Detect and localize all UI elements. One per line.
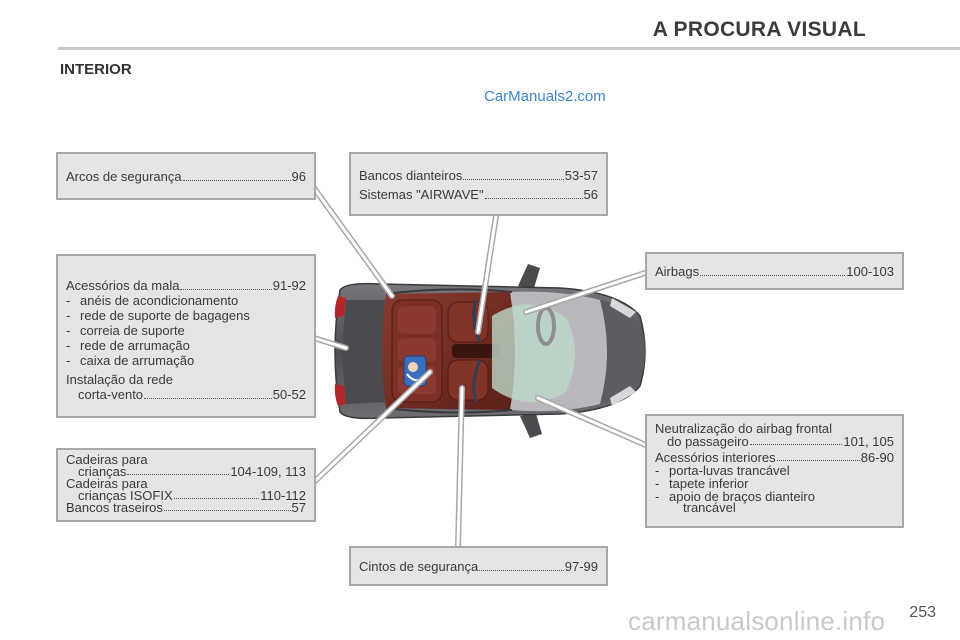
pages-do-passageiro: 101, 105	[843, 434, 894, 449]
list-item: - rede de arrumação	[66, 338, 190, 353]
watermark-bottom: carmanualsonline.info	[628, 606, 886, 636]
pages-cintos: 97-99	[564, 559, 598, 574]
pages-sistemas-airwave: 56	[583, 187, 598, 202]
row-bancos-dianteiros[interactable]	[359, 168, 598, 183]
dot-leader	[485, 198, 583, 199]
label-instalacao-rede: Instalação da rede	[66, 372, 173, 387]
list-item: - caixa de arrumação	[66, 353, 195, 368]
row-arcos[interactable]	[66, 169, 306, 184]
dot-leader	[750, 444, 843, 445]
pages-arcos: 96	[291, 169, 306, 184]
pages-bancos-traseiros: 57	[291, 500, 306, 515]
list-item: - apoio de braços dianteiro	[655, 489, 815, 504]
pages-criancas: 104-109, 113	[230, 464, 306, 479]
dot-leader	[479, 570, 564, 571]
watermark-top[interactable]: CarManuals2.com	[484, 88, 606, 105]
row-cintos[interactable]	[359, 559, 598, 574]
pages-isofix: 110-112	[260, 488, 306, 503]
page-header-title: A PROCURA VISUAL	[652, 18, 866, 41]
list-item: - porta-luvas trancável	[655, 463, 790, 478]
box-airbags	[645, 252, 904, 290]
label-arcos: Arcos de segurança	[66, 169, 182, 184]
row-corta-vento[interactable]	[66, 387, 306, 402]
label-cadeiras-1: Cadeiras para	[66, 452, 148, 467]
dot-leader	[164, 510, 291, 511]
dot-leader	[463, 179, 563, 180]
list-item-continuation: trancável	[683, 500, 736, 515]
label-cintos: Cintos de segurança	[359, 559, 479, 574]
pages-acessorios-mala: 91-92	[272, 278, 306, 293]
label-bancos-dianteiros: Bancos dianteiros	[359, 168, 463, 183]
label-neutralizacao: Neutralização do airbag frontal	[655, 421, 833, 436]
box-cintos-seguranca	[349, 546, 608, 586]
row-sistemas-airwave[interactable]	[359, 187, 598, 202]
pages-corta-vento: 50-52	[272, 387, 306, 402]
row-airbags[interactable]	[655, 264, 894, 279]
box-arcos-seguranca	[56, 152, 316, 200]
label-acessorios-mala: Acessórios da mala	[66, 278, 180, 293]
pages-acessorios-interiores: 86-90	[860, 450, 894, 465]
right-mirror	[520, 414, 542, 438]
list-item: - tapete inferior	[655, 476, 749, 491]
pages-bancos-dianteiros: 53-57	[564, 168, 598, 183]
box-acessorios-mala	[56, 254, 316, 418]
dot-leader	[180, 289, 271, 290]
box-neutralizacao-airbag	[645, 414, 904, 528]
label-sistemas-airwave: Sistemas "AIRWAVE"	[359, 187, 484, 202]
box-cadeiras-criancas	[56, 448, 316, 522]
list-item: - anéis de acondicionamento	[66, 293, 239, 308]
label-do-passageiro: do passageiro	[667, 434, 749, 449]
pages-airbags: 100-103	[846, 264, 894, 279]
label-acessorios-interiores: Acessórios interiores	[655, 450, 776, 465]
dot-leader	[777, 460, 860, 461]
label-bancos-traseiros: Bancos traseiros	[66, 500, 163, 515]
dot-leader	[183, 180, 291, 181]
label-corta-vento: corta-vento	[78, 387, 144, 402]
label-airbags: Airbags	[655, 264, 700, 279]
row-acessorios-mala[interactable]	[66, 278, 306, 293]
dot-leader	[700, 275, 845, 276]
section-title: INTERIOR	[60, 61, 132, 78]
row-do-passageiro[interactable]	[655, 435, 894, 448]
dot-leader	[127, 474, 229, 475]
row-bancos-traseiros[interactable]	[66, 502, 306, 514]
box-bancos-dianteiros	[349, 152, 608, 216]
dot-leader	[174, 498, 260, 499]
label-criancas-isofix: crianças ISOFIX	[78, 488, 173, 503]
dot-leader	[144, 398, 272, 399]
label-criancas: crianças	[78, 464, 127, 479]
label-cadeiras-2: Cadeiras para	[66, 476, 148, 491]
list-item: - correia de suporte	[66, 323, 185, 338]
list-item: - rede de suporte de bagagens	[66, 308, 250, 323]
page-number: 253	[909, 604, 936, 621]
airbag-shape	[492, 304, 575, 402]
left-mirror	[518, 264, 540, 288]
